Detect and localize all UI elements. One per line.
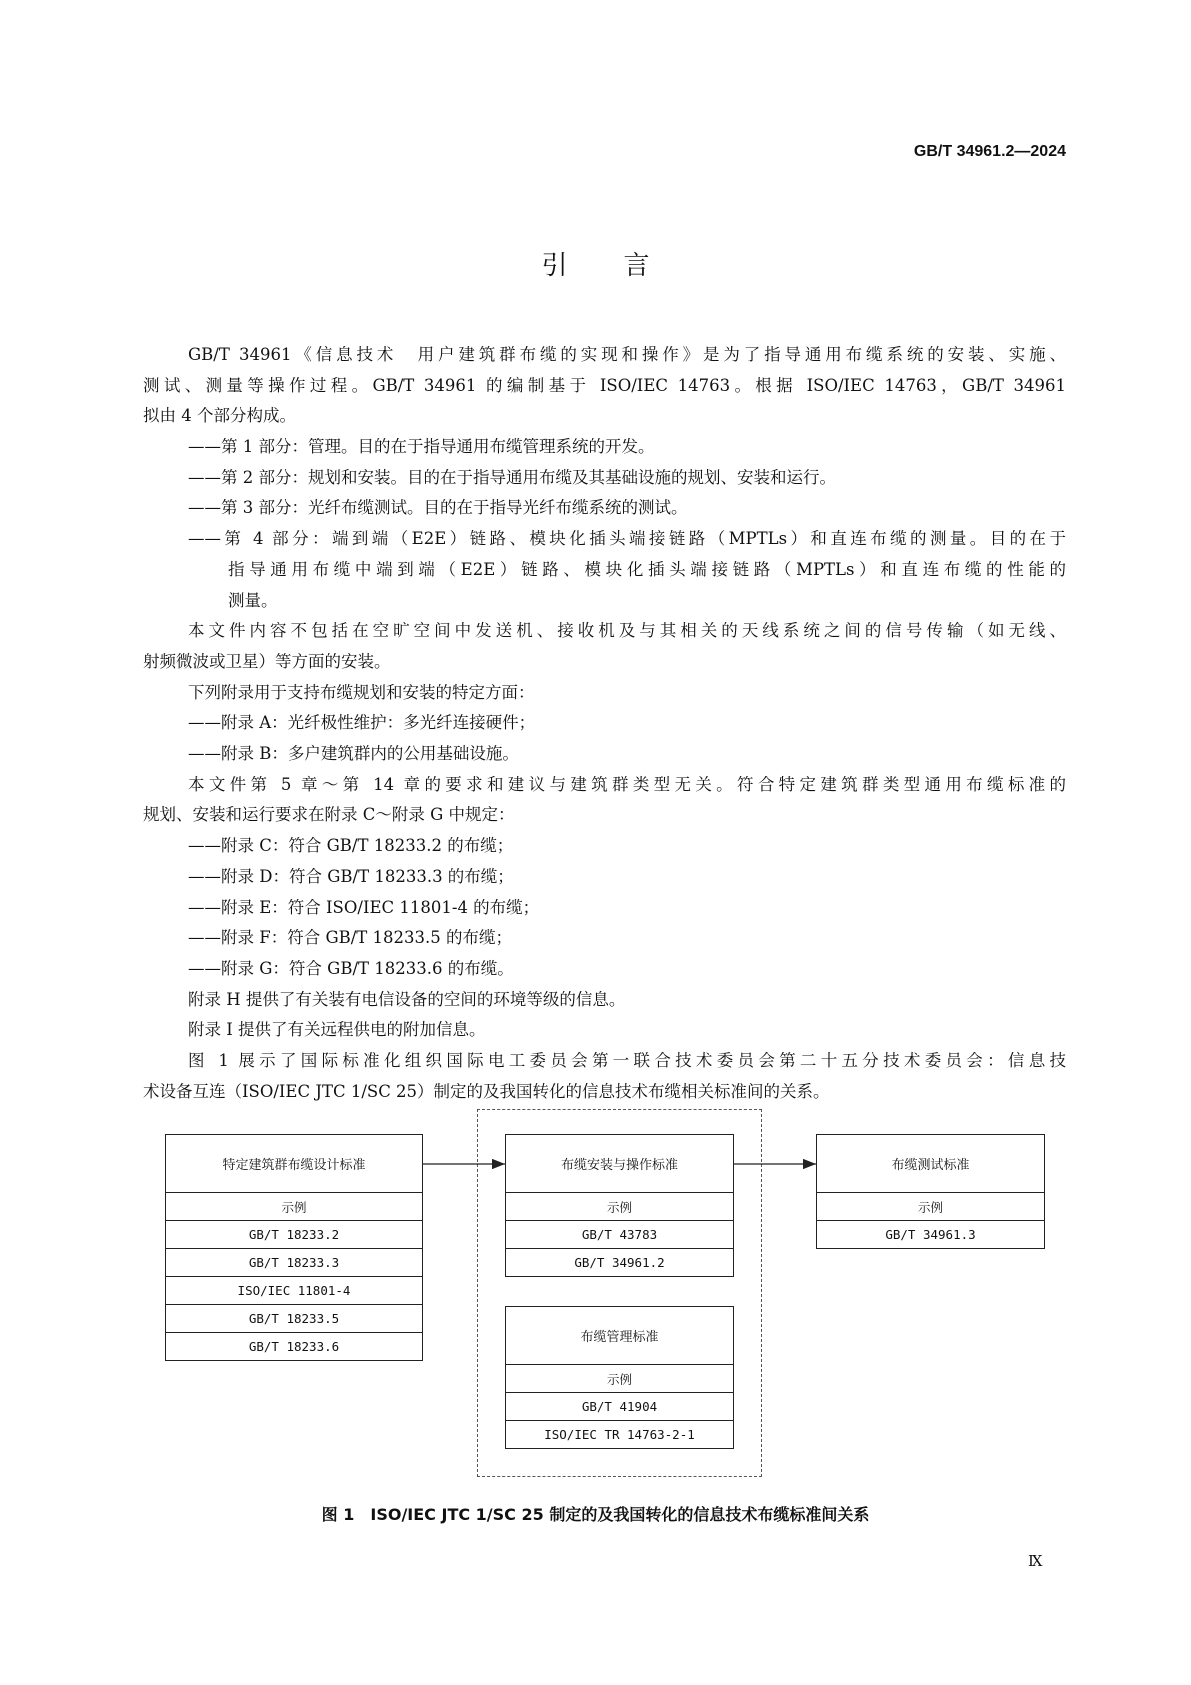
standard-item: GB/T 34961.2	[574, 1255, 665, 1270]
box-title: 特定建筑群布缆设计标准	[166, 1135, 422, 1193]
paragraph-line: 拟由 4 个部分构成。	[143, 406, 296, 426]
install-standards-box	[505, 1134, 734, 1277]
standard-item: GB/T 34961.3	[885, 1227, 976, 1242]
section-title: 引言	[541, 251, 706, 281]
example-label: 示例	[817, 1193, 1044, 1221]
list-item: ——附录 C：符合 GB/T 18233.2 的布缆；	[188, 836, 514, 856]
paragraph-line: 本文件内容不包括在空旷空间中发送机、接收机及与其相关的天线系统之间的信号传输（如无线、	[188, 621, 1066, 641]
paragraph-line: 测试、测量等操作过程。GB/T 34961 的编制基于 ISO/IEC 14763。根据 ISO/IEC 14763，GB/T 34961	[143, 375, 1066, 395]
standard-item: GB/T 18233.3	[166, 1249, 422, 1277]
list-item: ——附录 A：光纤极性维护：多光纤连接硬件；	[188, 713, 536, 733]
box-title: 布缆测试标准	[817, 1135, 1044, 1193]
list-item-continued: 指导通用布缆中端到端（E2E）链路、模块化插头端接链路（MPTLs）和直连布缆的性能的	[228, 559, 1066, 579]
list-item: ——附录 E：符合 ISO/IEC 11801-4 的布缆；	[188, 897, 540, 917]
figure-caption: 图 1 ISO/IEC JTC 1/SC 25 制定的及我国转化的信息技术布缆标准间关系	[321, 1505, 870, 1524]
test-standards-box	[816, 1134, 1045, 1249]
box-title: 布缆管理标准	[506, 1307, 733, 1365]
list-item: ——第 1 部分：管理。目的在于指导通用布缆管理系统的开发。	[188, 437, 655, 457]
paragraph-line: GB/T 34961《信息技术 用户建筑群布缆的实现和操作》是为了指导通用布缆系统的安装、实施、	[188, 345, 1066, 364]
example-label: 示例	[506, 1193, 733, 1221]
example-label: 示例	[166, 1193, 422, 1221]
standard-item: ISO/IEC 11801-4	[166, 1277, 422, 1305]
standard-item: GB/T 18233.5	[166, 1305, 422, 1333]
paragraph-line: 附录 H 提供了有关装有电信设备的空间的环境等级的信息。	[188, 989, 626, 1009]
page-number: Ⅸ	[1028, 1552, 1043, 1570]
body-text	[143, 340, 1066, 1107]
list-item: ——第 4 部分：端到端（E2E）链路、模块化插头端接链路（MPTLs）和直连布缆的测量。目的在于	[188, 529, 1066, 549]
document-number: GB/T 34961.2—2024	[913, 143, 1066, 160]
list-item: ——附录 F：符合 GB/T 18233.5 的布缆；	[188, 928, 513, 948]
standard-item: GB/T 43783	[506, 1221, 733, 1249]
standard-item: ISO/IEC TR 14763-2-1	[544, 1427, 695, 1442]
paragraph-line: 附录 I 提供了有关远程供电的附加信息。	[188, 1020, 486, 1040]
design-standards-box	[165, 1134, 423, 1361]
list-item: ——第 2 部分：规划和安装。目的在于指导通用布缆及其基础设施的规划、安装和运行。	[188, 467, 836, 487]
standard-item: GB/T 41904	[506, 1393, 733, 1421]
paragraph-line: 规划、安装和运行要求在附录 C～附录 G 中规定：	[143, 805, 515, 825]
box-title: 布缆安装与操作标准	[506, 1135, 733, 1193]
paragraph-line: 射频微波或卫星）等方面的安装。	[143, 651, 391, 671]
list-item-continued: 测量。	[228, 590, 278, 610]
admin-standards-box	[505, 1306, 734, 1449]
list-item: ——附录 G：符合 GB/T 18233.6 的布缆。	[188, 958, 514, 978]
paragraph-line: 术设备互连（ISO/IEC JTC 1/SC 25）制定的及我国转化的信息技术布缆相关标准间的关系。	[143, 1081, 830, 1101]
list-item: ——附录 D：符合 GB/T 18233.3 的布缆；	[188, 866, 514, 886]
list-item: ——第 3 部分：光纤布缆测试。目的在于指导光纤布缆系统的测试。	[188, 498, 688, 518]
list-item: ——附录 B：多户建筑群内的公用基础设施。	[188, 744, 519, 764]
standard-item: GB/T 18233.6	[248, 1339, 340, 1354]
paragraph-line: 下列附录用于支持布缆规划和安装的特定方面：	[188, 682, 535, 702]
paragraph-line: 图 1 展示了国际标准化组织国际电工委员会第一联合技术委员会第二十五分技术委员会：信息技	[188, 1051, 1066, 1071]
standard-item: GB/T 18233.2	[166, 1221, 422, 1249]
paragraph-line: 本文件第 5 章～第 14 章的要求和建议与建筑群类型无关。符合特定建筑群类型通用布缆标准的	[188, 774, 1066, 794]
example-label: 示例	[506, 1365, 733, 1393]
